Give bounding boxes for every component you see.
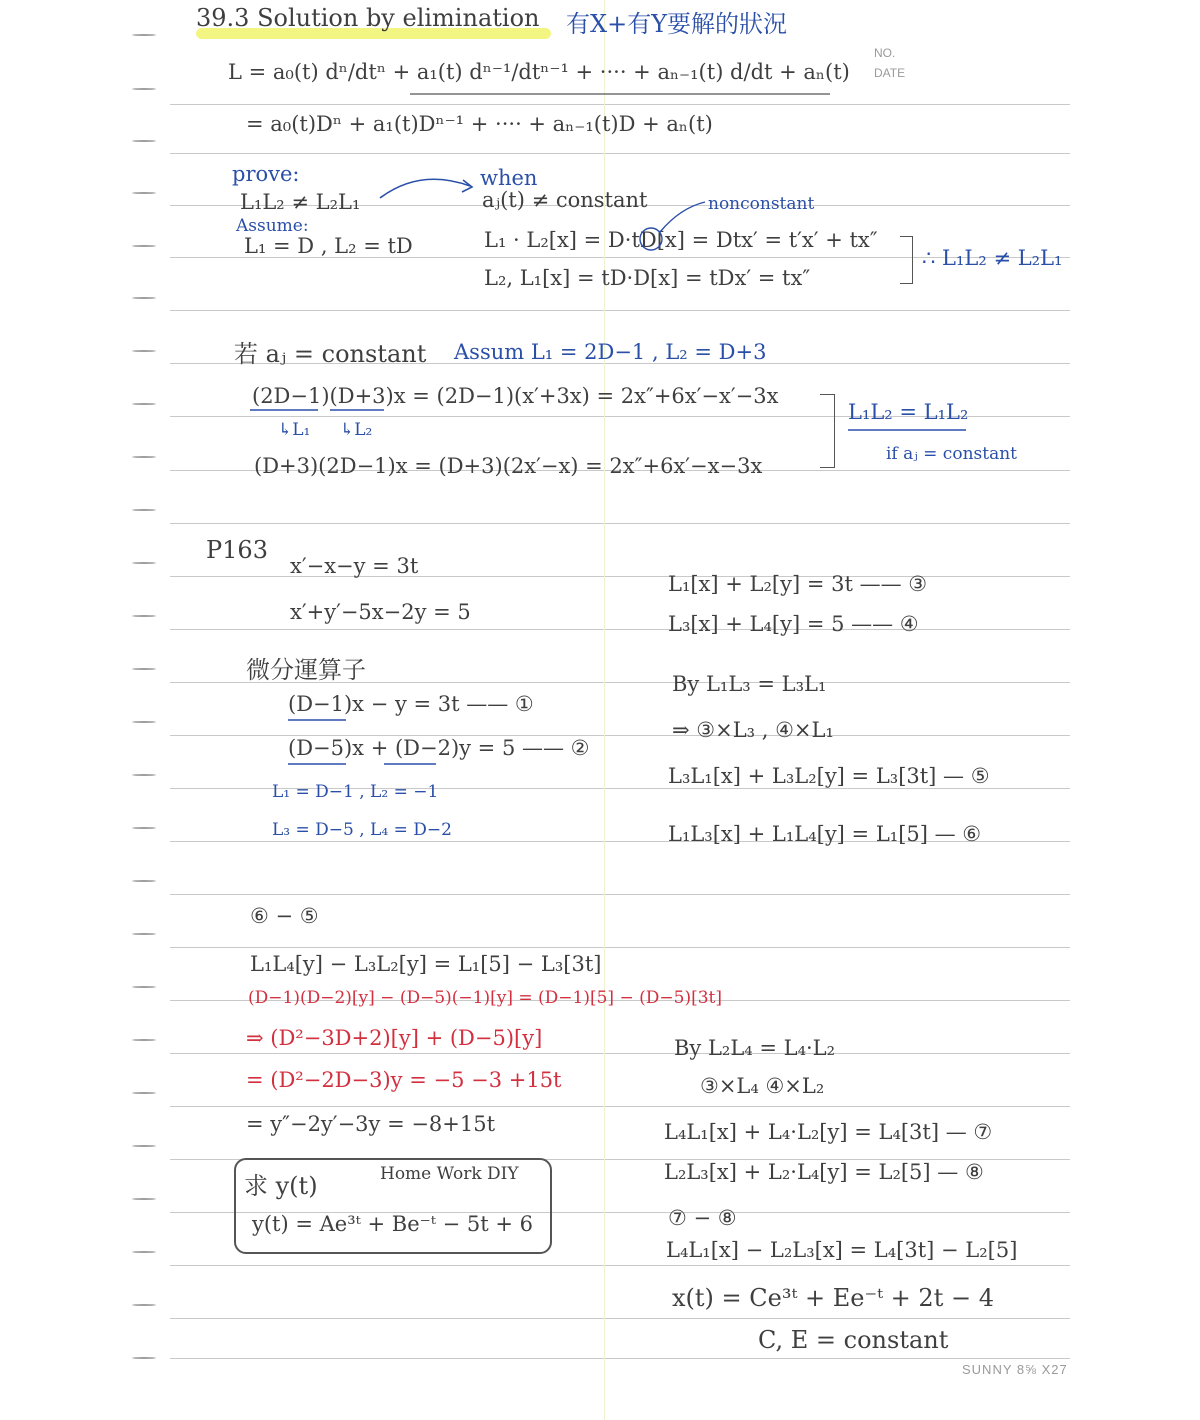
y-ode: = y″−2y′−3y = −8+15t <box>246 1112 496 1136</box>
prove-claim: L₁L₂ ≠ L₂L₁ <box>240 190 361 214</box>
right-eq3: L₁[x] + L₂[y] = 3t —— ③ <box>668 572 928 596</box>
x-eliminate-eq: L₄L₁[x] − L₂L₃[x] = L₄[3t] − L₂[5] <box>666 1238 1018 1262</box>
assume-label: Assume: <box>236 216 309 236</box>
red-expand-2: ⇒ (D²−3D+2)[y] + (D−5)[y] <box>246 1026 543 1050</box>
prove-condition: aⱼ(t) ≠ constant <box>482 188 648 212</box>
assume-operators: L₁ = D , L₂ = tD <box>244 234 413 258</box>
system-eq2: x′+y′−5x−2y = 5 <box>290 600 471 624</box>
prove-label: prove: <box>232 162 300 186</box>
multiply-step: ⇒ ③×L₃ , ④×L₁ <box>672 718 834 742</box>
eliminate-eq: L₁L₄[y] − L₃L₂[y] = L₁[5] − L₃[3t] <box>250 952 602 976</box>
constant-case-label: 若 aⱼ = constant <box>234 340 427 368</box>
nonconstant-note: nonconstant <box>708 194 815 214</box>
constants-note: C, E = constant <box>758 1326 949 1354</box>
date-label: DATE <box>874 66 906 80</box>
right-eq7: L₄L₁[x] + L₄·L₂[y] = L₄[3t] — ⑦ <box>664 1120 993 1144</box>
constant-case-eq1: (2D−1)(D+3)x = (2D−1)(x′+3x) = 2x″+6x′−x′−3x <box>252 384 779 408</box>
prove-conclusion: ∴ L₁L₂ ≠ L₂L₁ <box>922 246 1063 270</box>
sub-label-l2: ↳L₂ <box>340 420 373 440</box>
prove-eq2: L₂, L₁[x] = tD·D[x] = tDx′ = tx″ <box>484 266 811 290</box>
y-solution: y(t) = Ae³ᵗ + Be⁻ᵗ − 5t + 6 <box>252 1212 533 1236</box>
system-eq1: x′−x−y = 3t <box>290 554 419 578</box>
constant-case-result-note: if aⱼ = constant <box>886 444 1017 464</box>
multiply-step-2: ③×L₄ ④×L₂ <box>700 1074 825 1098</box>
homework-label: Home Work DIY <box>380 1164 519 1184</box>
operator-def2: L₃ = D−5 , L₄ = D−2 <box>272 820 452 840</box>
subtract-step-7-8: ⑦ − ⑧ <box>668 1206 737 1230</box>
constant-case-result: L₁L₂ = L₁L₂ <box>848 400 969 424</box>
red-expand-3: = (D²−2D−3)y = −5 −3 +15t <box>246 1068 562 1092</box>
red-expand-1: (D−1)(D−2)[y] − (D−5)(−1)[y] = (D−1)[5] − (D−5)[3t] <box>248 988 722 1008</box>
prove-eq1: L₁ · L₂[x] = D·tD[x] = Dtx′ = t′x′ + tx″ <box>484 228 878 252</box>
commute-l2-l4: By L₂L₄ = L₄·L₂ <box>674 1036 836 1060</box>
when-arrowhead <box>462 180 472 192</box>
operator-d-form: = a₀(t)Dⁿ + a₁(t)Dⁿ⁻¹ + ···· + aₙ₋₁(t)D + aₙ(t) <box>246 112 713 136</box>
nonconstant-arrow <box>660 202 705 232</box>
operator-def1: L₁ = D−1 , L₂ = −1 <box>272 782 439 802</box>
x-solution: x(t) = Ce³ᵗ + Ee⁻ᵗ + 2t − 4 <box>672 1284 994 1312</box>
operator-definition: L = a₀(t) dⁿ/dtⁿ + a₁(t) dⁿ⁻¹/dtⁿ⁻¹ + ···· + aₙ₋₁(t) d/dt + aₙ(t) <box>228 60 850 84</box>
no-label: NO. <box>874 46 896 60</box>
find-y-label: 求 y(t) <box>244 1172 318 1200</box>
when-label: when <box>480 166 538 190</box>
right-eq4: L₃[x] + L₄[y] = 5 —— ④ <box>668 612 919 636</box>
when-arrow <box>380 179 470 198</box>
method-label: 微分運算子 <box>246 656 366 684</box>
notebook-brand: SUNNY 8⅝ X27 <box>962 1362 1068 1377</box>
operator-eq2: (D−5)x + (D−2)y = 5 —— ② <box>288 736 590 760</box>
right-eq6: L₁L₃[x] + L₁L₄[y] = L₁[5] — ⑥ <box>668 822 982 846</box>
page-reference: P163 <box>206 536 268 564</box>
constant-case-eq2: (D+3)(2D−1)x = (D+3)(2x′−x) = 2x″+6x′−x−3x <box>254 454 763 478</box>
commute-l1-l3: By L₁L₃ = L₃L₁ <box>672 672 827 696</box>
section-note: 有X+有Y要解的狀況 <box>566 10 788 38</box>
section-title: 39.3 Solution by elimination <box>196 4 540 32</box>
subtract-step-6-5: ⑥ − ⑤ <box>250 904 319 928</box>
operator-eq1: (D−1)x − y = 3t —— ① <box>288 692 534 716</box>
circled-t <box>640 228 662 250</box>
right-eq5: L₃L₁[x] + L₃L₂[y] = L₃[3t] — ⑤ <box>668 764 990 788</box>
constant-case-assume: Assum L₁ = 2D−1 , L₂ = D+3 <box>454 340 767 364</box>
sub-label-l1: ↳L₁ <box>278 420 311 440</box>
right-eq8: L₂L₃[x] + L₂·L₄[y] = L₂[5] — ⑧ <box>664 1160 984 1184</box>
